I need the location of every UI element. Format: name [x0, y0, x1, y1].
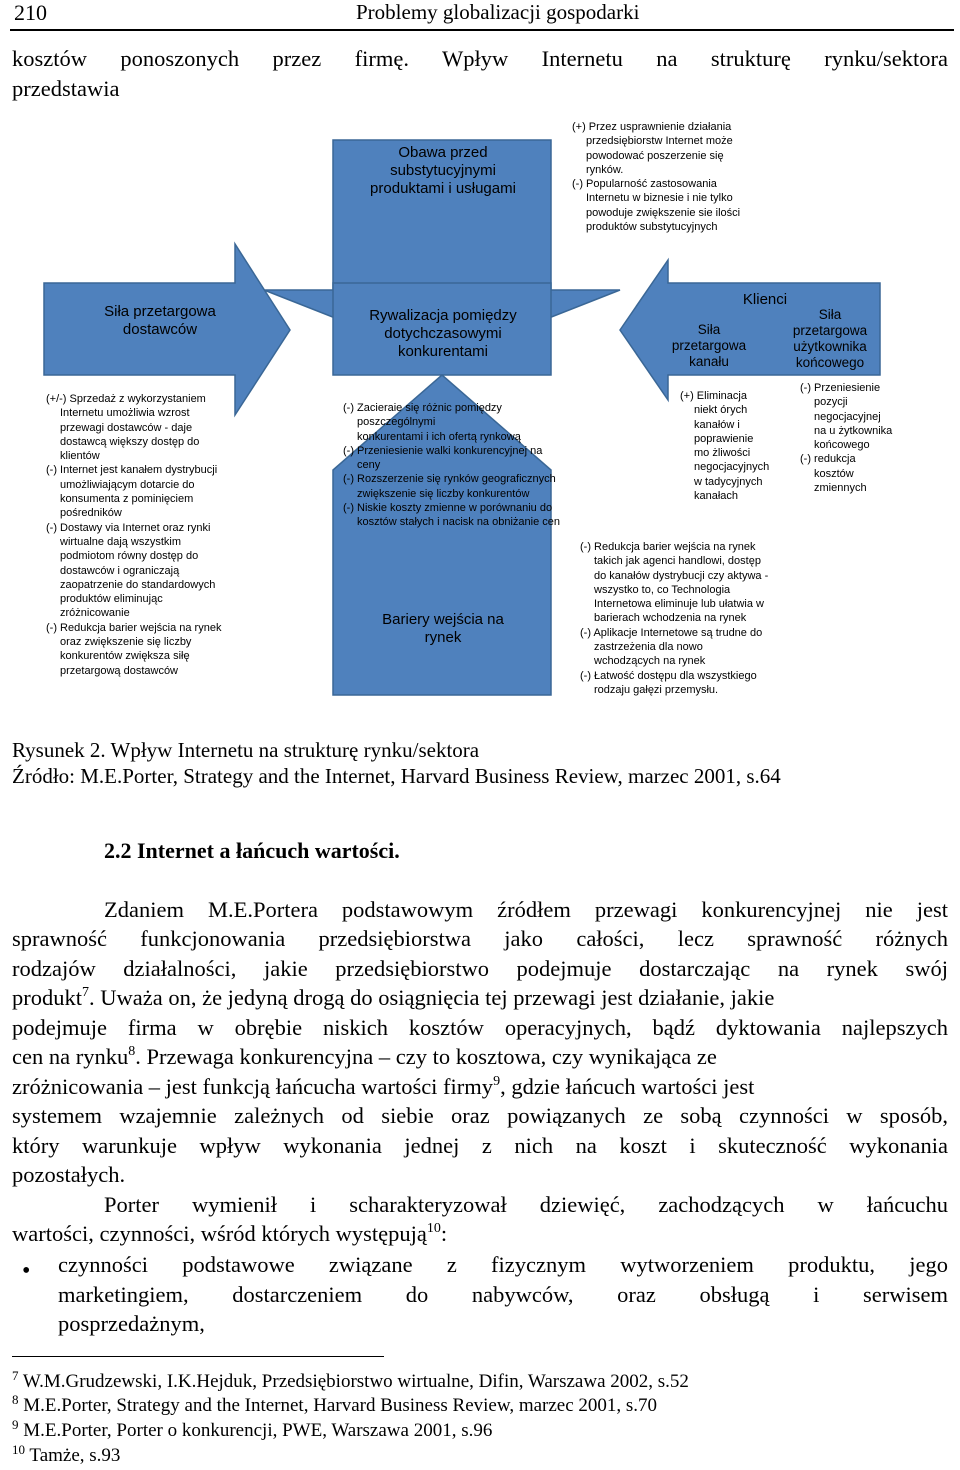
p1-line-6: cen na rynku$^8$. Przewaga konkurencyjna – czy to kosztowa, czy wynikająca ze	[12, 1044, 717, 1069]
p2-line-2: wartości, czynności, wśród których występują$^{10}$:	[12, 1221, 448, 1246]
channel-notes: (+) Eliminacja niekt órych kanałów i poprawienie mo żliwości negocjacyjnych w tadycyjnych kanałach	[680, 390, 770, 503]
p1-line-3: rodzajów działalności, jakie przedsiębiorstwo podejmuje dostarczając na rynek swój	[12, 956, 948, 981]
figure-caption: Rysunek 2. Wpływ Internetu na strukturę rynku/sektora	[12, 738, 480, 762]
intro-line-2: przedstawia	[12, 76, 120, 101]
footnote-10: $^{10}$ Tamże, s.93	[12, 1442, 121, 1466]
customers-title: Klienci	[742, 291, 788, 308]
p1-line-10: pozostałych.	[12, 1162, 126, 1187]
p1-line-9: który warunkuje wpływ wykonania jednej z nich na koszt i skuteczność wykonania	[12, 1133, 948, 1158]
footnote-ref-10: 10	[426, 1221, 441, 1236]
suppliers-notes: (+/-) Sprzedaż z wykorzystaniem Internetu umożliwia wzrost przewagi dostawców - daje dostawcą większy dostęp do klientów (-) Internet jest kanałem dystrybucji umożliwiającym dotarcie do konsumenta z pominięciem pośredników (-) Dostawy via Internet oraz rynki wirtualne dają wszystkim podmiotom równy dostęp do dostawców i ograniczają zaopatrzenie do standardowych produktów eliminując zróżnicowanie (-) Redukcja barier wejścia na rynek oraz zwiększenie się liczby konkurentów zwiększa siłę przetargową dostawców	[46, 393, 222, 677]
figure-source: Źródło: M.E.Porter, Strategy and the Internet, Harvard Business Review, marzec 2001, s.64	[12, 764, 781, 788]
footnote-8: $^8$ M.E.Porter, Strategy and the Internet, Harvard Business Review, marzec 2001, s.70	[12, 1392, 658, 1416]
p1-line-4: produkt$^7$. Uważa on, że jedyną drogą do osiągnięcia tej przewagi jest działanie, jakie	[12, 985, 775, 1010]
p1-line-2: sprawność funkcjonowania przedsiębiorstwa jako całości, lecz sprawność różnych	[12, 926, 948, 951]
section-heading: 2.2 Internet a łańcuch wartości.	[104, 838, 400, 863]
entry-barriers-notes: (-) Redukcja barier wejścia na rynek takich jak agenci handlowi, dostęp do kanałów dystrybucji czy aktywa - wszystko to, co Technologia Internetowa eliminuje lub ułatwia w barierach wchodzenia na rynek (-) Aplikacje Internetowe są trudne do zastrzeżenia dla nowo wchodzących na rynek (-) Łatwość dostępu dla wszystkiego rodzaju gałęzi przemysłu.	[580, 541, 769, 696]
porter-five-forces-diagram	[0, 110, 960, 730]
footnote-ref-9: 9	[493, 1074, 501, 1089]
suppliers-label: Siła przetargowa dostawców	[104, 303, 216, 338]
substitutes-notes: (+) Przez usprawnienie działania przedsiębiorstw Internet może powodować poszerzenie się rynków. (-) Popularność zastosowania Internetu w biznesie i nie tylko powoduje zwiększenie sie ilości produktów substytucyjnych	[572, 121, 741, 234]
running-title: Problemy globalizacji gospodarki	[356, 0, 640, 24]
bullet-icon: •	[22, 1258, 31, 1284]
bullet-line-2: marketingiem, dostarczeniem do nabywców, oraz obsługą i serwisem	[58, 1282, 948, 1307]
page-number: 210	[14, 0, 47, 25]
p1-line-5: podejmuje firma w obrębie niskich kosztów operacyjnych, bądź dyktowania najlepszych	[12, 1015, 948, 1040]
header-divider	[10, 29, 954, 31]
bullet-line-1: czynności podstawowe związane z fizycznym wytworzeniem produktu, jego	[58, 1252, 948, 1277]
entry-barriers-label: Bariery wejścia na rynek	[382, 611, 504, 646]
footnote-9: $^9$ M.E.Porter, Porter o konkurencji, PWE, Warszawa 2001, s.96	[12, 1417, 493, 1441]
footnote-ref-8: 8	[128, 1044, 136, 1059]
end-user-bargaining-label: Siła przetargowa użytkownika końcowego	[792, 307, 868, 370]
p1-line-1: Zdaniem M.E.Portera podstawowym źródłem przewagi konkurencyjnej nie jest	[104, 897, 948, 922]
p1-line-8: systemem wzajemnie zależnych od siebie oraz powiązanych ze sobą czynności w sposób,	[12, 1103, 948, 1128]
p2-line-1: Porter wymienił i scharakteryzował dziewięć, zachodzących w łańcuchu	[104, 1192, 948, 1217]
substitutes-label: Obawa przed substytucyjnymi produktami i usługami	[370, 144, 516, 197]
p1-line-7: zróżnicowania – jest funkcją łańcucha wartości firmy$^9$, gdzie łańcuch wartości jest	[12, 1074, 755, 1099]
end-user-notes: (-) Przeniesienie pozycji negocjacyjnej na u żytkownika końcowego (-) redukcja kosztów zmiennych	[800, 382, 893, 495]
bullet-line-3: posprzedażnym,	[58, 1311, 205, 1336]
channel-bargaining-label: Siła przetargowa kanału	[671, 322, 747, 369]
footnote-7: $^7$ W.M.Grudzewski, I.K.Hejduk, Przedsiębiorstwo wirtualne, Difin, Warszawa 2002, s.52	[12, 1368, 689, 1392]
rivalry-label: Rywalizacja pomiędzy dotychczasowymi konkurentami	[369, 307, 517, 360]
intro-line-1: kosztów ponoszonych przez firmę. Wpływ Internetu na strukturę rynku/sektora	[12, 46, 948, 71]
footnote-divider	[12, 1356, 384, 1357]
rivalry-notes: (-) Zacieraie się różnic pomiędzy poszczególnymi konkurentami i ich ofertą rynkową (-) Przeniesienie walki konkurencyjnej na ceny (-) Rozszerzenie się rynków geograficznych zwiększenie się liczby konkurentów (-) Niskie koszty zmienne w porównaniu do kosztów stałych i nacisk na obniżanie cen	[343, 402, 560, 529]
footnote-ref-7: 7	[82, 985, 89, 1000]
